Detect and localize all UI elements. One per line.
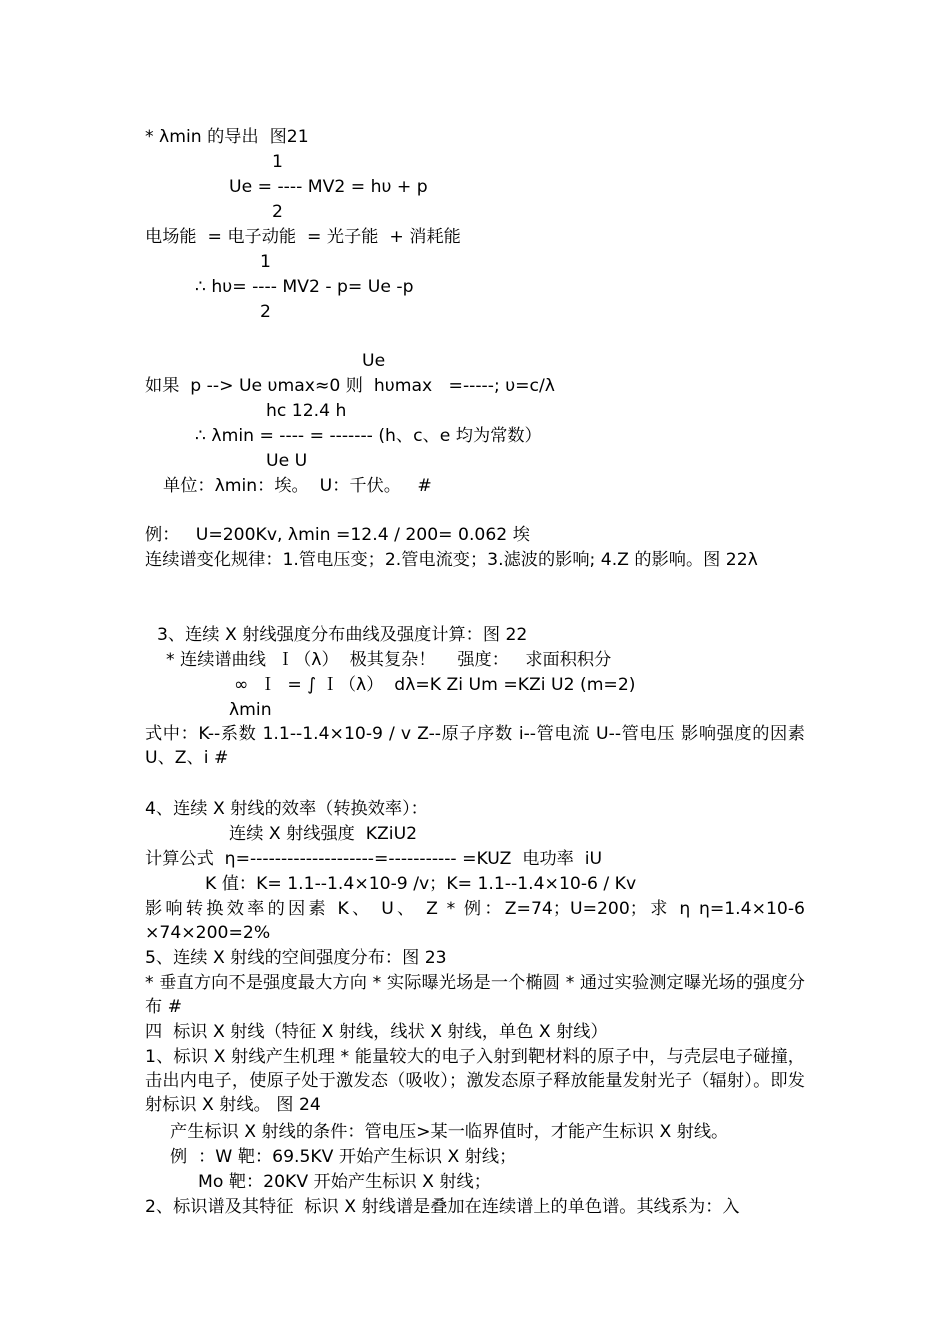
paragraph: 式中：K--系数 1.1--1.4×10-9 / v Z--原子序数 i--管电流 U--管电压 影响强度的因素 U、Z、i # (145, 724, 805, 768)
section-heading: 2、标识谱及其特征 标识 X 射线谱是叠加在连续谱上的单色谱。其线系为：入 (145, 1197, 740, 1217)
integral-lower-limit: λmin (229, 700, 272, 720)
example-line: 例 ：W 靶：69.5KV 开始产生标识 X 射线； (170, 1147, 517, 1167)
equation-line: ∴ λmin = ---- = ------- (h、c、e 均为常数） (195, 426, 542, 446)
fraction-denominator: Ue U (266, 451, 308, 471)
equation-line: Ue = ---- MV2 = hυ + p (229, 177, 428, 197)
fraction-numerator: hc 12.4 h (266, 401, 347, 421)
paragraph: 1、标识 X 射线产生机理 * 能量较大的电子入射到靶材料的原子中，与壳层电子碰撞，击出内电子，使原子处于激发态（吸收）；激发态原子释放能量发射光子（辐射）。即发射标识 X 射线。 图 24 (145, 1047, 805, 1115)
example-line: 例： U=200Kv, λmin =12.4 / 200= 0.062 埃 (145, 525, 530, 545)
chapter-heading: 四 标识 X 射线（特征 X 射线，线状 X 射线，单色 X 射线） (145, 1022, 608, 1042)
fraction-numerator: 1 (260, 252, 271, 272)
paragraph: * 垂直方向不是强度最大方向 * 实际曝光场是一个椭圆 * 通过实验测定曝光场的强度分布 # (145, 973, 805, 1017)
paragraph-line: * 连续谱曲线 Ｉ（λ） 极其复杂！ 强度： 求面积积分 (166, 650, 612, 670)
section-heading: 4、连续 X 射线的效率（转换效率）： (145, 799, 428, 819)
paragraph-line: K 值：K= 1.1--1.4×10-9 /v；K= 1.1--1.4×10-6 / Kv (205, 874, 637, 894)
equation-line: 如果 p --> Ue υmax≈0 则 hυmax =-----; υ=c/λ (145, 376, 555, 396)
fraction-numerator: Ue (362, 351, 386, 371)
section-heading-lambda-min: * λmin 的导出 图21 (145, 127, 309, 147)
section-heading: 5、连续 X 射线的空间强度分布：图 23 (145, 948, 447, 968)
paragraph: 连续谱变化规律：1.管电压变；2.管电流变；3.滤波的影响; 4.Z 的影响。图 22λ (145, 550, 758, 570)
fraction-numerator: 连续 X 射线强度 KZiU2 (229, 824, 418, 844)
equation-line: ∴ hυ= ---- MV2 - p= Ue -p (195, 277, 414, 297)
fraction-denominator: 2 (260, 302, 271, 322)
paragraph: 影响转换效率的因素 K、 U、 Z * 例：Z=74；U=200；求 η η=1.4×10-6 ×74×200=2% (145, 899, 805, 943)
fraction-denominator: 2 (272, 202, 283, 222)
paragraph-line: 产生标识 X 射线的条件：管电压>某一临界值时，才能产生标识 X 射线。 (170, 1122, 729, 1142)
unit-note: 单位：λmin：埃。 U：千伏。 # (163, 476, 432, 496)
fraction-numerator: 1 (272, 152, 283, 172)
example-line: Mo 靶：20KV 开始产生标识 X 射线； (198, 1172, 491, 1192)
equation-line: 计算公式 η=--------------------=----------- =KUZ 电功率 iU (145, 849, 603, 869)
section-heading: 3、连续 X 射线强度分布曲线及强度计算：图 22 (157, 625, 528, 645)
integral-equation: ∞ Ｉ = ∫ Ｉ（λ） dλ=K Zi Um =KZi U2 (m=2) (234, 675, 636, 695)
energy-equation-text: 电场能 = 电子动能 = 光子能 + 消耗能 (145, 227, 461, 247)
